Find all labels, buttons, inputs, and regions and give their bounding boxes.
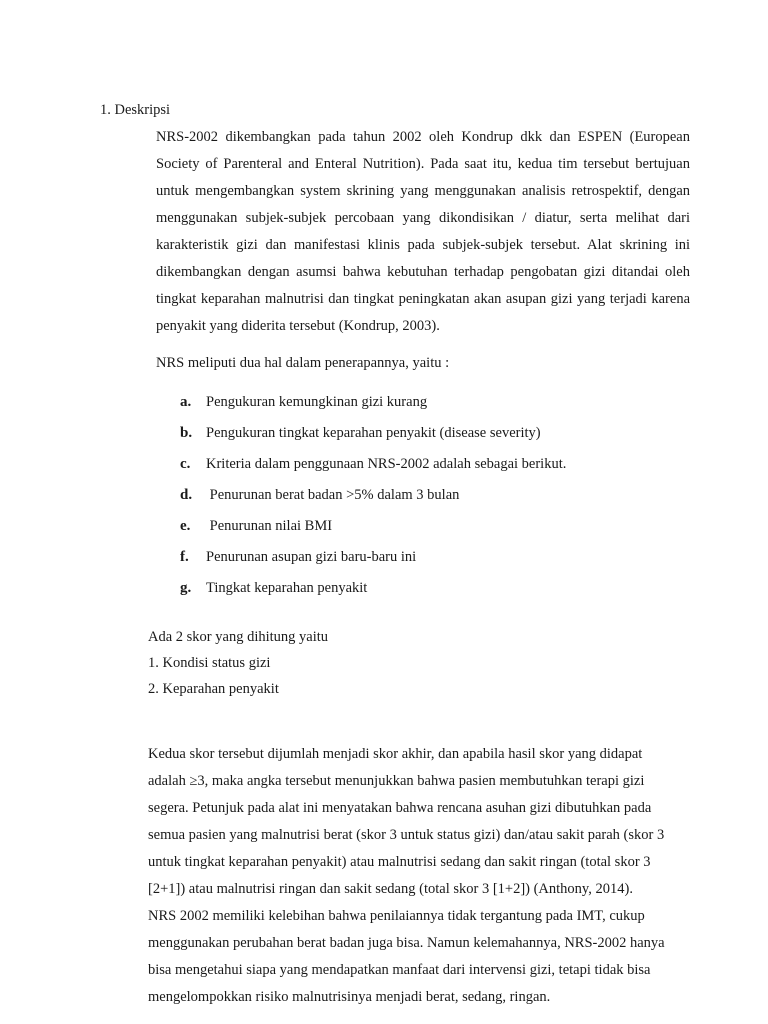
list-marker: e. (180, 518, 191, 534)
score-section (148, 624, 328, 702)
text-line: untuk tingkat keparahan penyakit) atau malnutrisi sedang dan sakit ringan (total skor 3 (148, 854, 651, 870)
list-text: Kriteria dalam penggunaan NRS-2002 adalah sebagai berikut. (206, 456, 567, 472)
list-marker: c. (180, 456, 191, 472)
list-item (180, 549, 566, 580)
text-line: [2+1]) atau malnutrisi ringan dan sakit sedang (total skor 3 [1+2]) (Anthony, 2014). (148, 881, 633, 897)
list-marker: f. (180, 549, 189, 565)
paragraph-scoring (148, 741, 690, 1011)
list-item (180, 487, 566, 518)
list-text: Pengukuran kemungkinan gizi kurang (206, 394, 428, 410)
score-item: 1. Kondisi status gizi (148, 655, 271, 671)
list-text: Pengukuran tingkat keparahan penyakit (disease severity) (206, 425, 541, 441)
list-marker: a. (180, 394, 192, 410)
list-intro: NRS meliputi dua hal dalam penerapannya, yaitu : (156, 355, 450, 371)
paragraph-description: NRS-2002 dikembangkan pada tahun 2002 oleh Kondrup dkk dan ESPEN (European Society of Parenteral and Enteral Nutrition). Pada saat itu, kedua tim tersebut bertujuan untuk mengembangkan system skrining yang menggunakan analisis retrospektif, dengan menggunakan subjek-subjek percobaan yang dikondisikan / diatur, serta melihat dari karakteristik gizi dan manifestasi klinis pada subjek-subjek tersebut. Alat skrining ini dikembangkan dengan asumsi bahwa kebutuhan terhadap pengobatan gizi ditandai oleh tingkat keparahan malnutrisi dan tingkat peningkatan akan asupan gizi yang terjadi karena penyakit yang diderita tersebut (Kondrup, 2003). (156, 129, 690, 334)
text-line: segera. Petunjuk pada alat ini menyatakan bahwa rencana asuhan gizi dibutuhkan pada (148, 800, 652, 816)
list-item (180, 456, 566, 487)
score-intro: Ada 2 skor yang dihitung yaitu (148, 629, 329, 645)
list-text: Penurunan nilai BMI (206, 518, 333, 534)
list-item (180, 518, 566, 549)
list-item (180, 580, 566, 611)
list-marker: d. (180, 487, 193, 503)
list-marker: b. (180, 425, 193, 441)
section-heading: 1. Deskripsi (100, 102, 171, 118)
text-line: NRS 2002 memiliki kelebihan bahwa penilaiannya tidak tergantung pada IMT, cukup (148, 908, 645, 924)
text-line: mengelompokkan risiko malnutrisinya menjadi berat, sedang, ringan. (148, 989, 551, 1005)
list-marker: g. (180, 580, 192, 596)
list-text: Penurunan asupan gizi baru-baru ini (206, 549, 417, 565)
list-text: Tingkat keparahan penyakit (206, 580, 368, 596)
text-line: semua pasien yang malnutrisi berat (skor 3 untuk status gizi) dan/atau sakit parah (skor 3 (148, 827, 665, 843)
list-item (180, 425, 566, 456)
list-text: Penurunan berat badan >5% dalam 3 bulan (206, 487, 460, 503)
list-item (180, 394, 566, 425)
text-line: Kedua skor tersebut dijumlah menjadi skor akhir, dan apabila hasil skor yang didapat (148, 746, 643, 762)
text-line: bisa mengetahui siapa yang mendapatkan manfaat dari intervensi gizi, tetapi tidak bisa (148, 962, 651, 978)
text-line: adalah ≥3, maka angka tersebut menunjukkan bahwa pasien membutuhkan terapi gizi (148, 773, 645, 789)
criteria-list (180, 394, 566, 611)
score-item: 2. Keparahan penyakit (148, 681, 279, 697)
text-line: menggunakan perubahan berat badan juga bisa. Namun kelemahannya, NRS-2002 hanya (148, 935, 665, 951)
